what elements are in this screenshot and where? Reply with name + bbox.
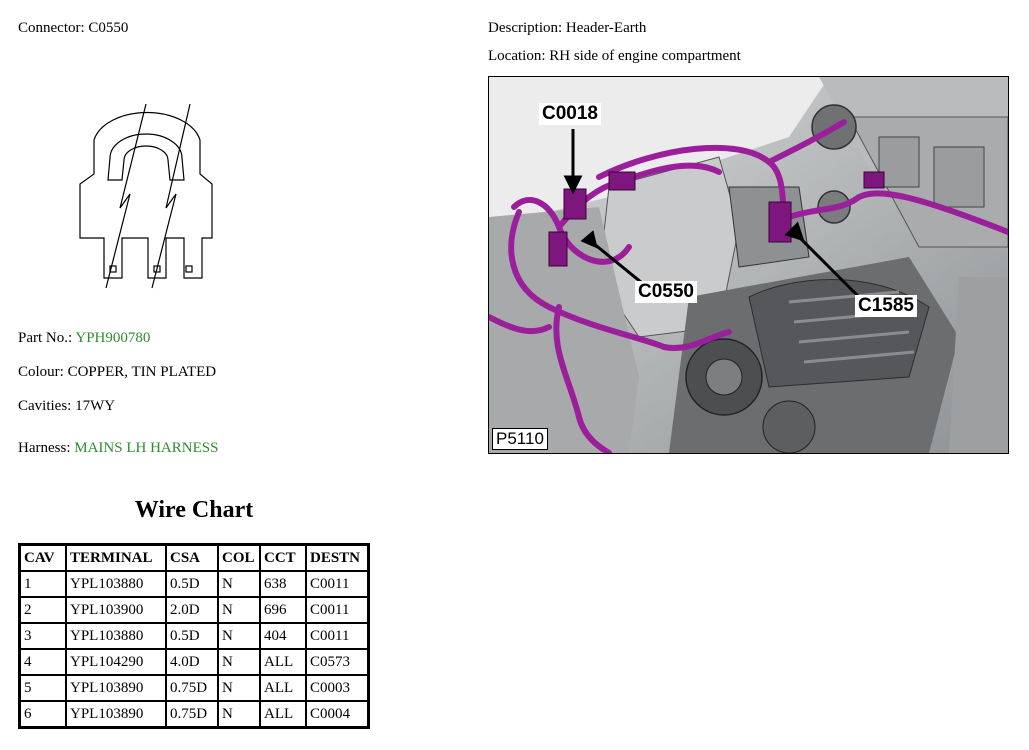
cell-cct: 404 bbox=[260, 623, 306, 649]
cell-col: N bbox=[218, 649, 260, 675]
description-label: Description: bbox=[488, 20, 563, 36]
harness-line bbox=[18, 440, 218, 457]
description-line bbox=[488, 20, 646, 37]
cell-terminal: YPL104290 bbox=[66, 649, 166, 675]
cell-col: N bbox=[218, 597, 260, 623]
cell-terminal: YPL103890 bbox=[66, 701, 166, 728]
cell-cav: 1 bbox=[20, 571, 67, 597]
colour-value: COPPER, TIN PLATED bbox=[67, 364, 217, 380]
cell-destn: C0573 bbox=[306, 649, 369, 675]
cell-terminal: YPL103880 bbox=[66, 571, 166, 597]
cell-cct: ALL bbox=[260, 649, 306, 675]
connector-line bbox=[18, 20, 128, 37]
part-number-line bbox=[18, 330, 150, 347]
table-header-row bbox=[20, 545, 369, 572]
cell-destn: C0011 bbox=[306, 571, 369, 597]
cell-destn: C0004 bbox=[306, 701, 369, 728]
cell-destn: C0011 bbox=[306, 623, 369, 649]
connector-label: Connector: bbox=[18, 20, 85, 36]
table-row bbox=[20, 571, 369, 597]
cell-cav: 4 bbox=[20, 649, 67, 675]
cell-destn: C0011 bbox=[306, 597, 369, 623]
header-csa: CSA bbox=[166, 545, 218, 572]
cavities-label: Cavities: bbox=[18, 398, 72, 414]
cell-csa: 2.0D bbox=[166, 597, 218, 623]
cell-csa: 0.75D bbox=[166, 701, 218, 728]
terminal-pin-diagram bbox=[72, 96, 222, 296]
cell-csa: 0.5D bbox=[166, 571, 218, 597]
cell-col: N bbox=[218, 701, 260, 728]
cell-cct: 696 bbox=[260, 597, 306, 623]
cavities-line bbox=[18, 398, 115, 415]
harness-link[interactable]: MAINS LH HARNESS bbox=[74, 440, 219, 456]
table-row bbox=[20, 675, 369, 701]
wire-chart-title: Wire Chart bbox=[134, 497, 254, 523]
table-row bbox=[20, 623, 369, 649]
colour-line bbox=[18, 364, 216, 381]
header-cav: CAV bbox=[20, 545, 67, 572]
location-value: RH side of engine compartment bbox=[549, 48, 741, 64]
header-col: COL bbox=[218, 545, 260, 572]
header-cct: CCT bbox=[260, 545, 306, 572]
cell-cav: 2 bbox=[20, 597, 67, 623]
header-destn: DESTN bbox=[306, 545, 369, 572]
cell-col: N bbox=[218, 675, 260, 701]
connector-value: C0550 bbox=[88, 20, 129, 36]
part-number-link[interactable]: YPH900780 bbox=[75, 330, 151, 346]
cell-col: N bbox=[218, 623, 260, 649]
location-label: Location: bbox=[488, 48, 546, 64]
callout-c0018: C0018 bbox=[539, 103, 601, 125]
figure-reference-label: P5110 bbox=[492, 428, 548, 450]
colour-label: Colour: bbox=[18, 364, 64, 380]
cell-cct: 638 bbox=[260, 571, 306, 597]
description-value: Header-Earth bbox=[565, 20, 647, 36]
location-line bbox=[488, 48, 741, 65]
table-row bbox=[20, 701, 369, 728]
cavities-value: 17WY bbox=[75, 398, 116, 414]
part-number-label: Part No.: bbox=[18, 330, 73, 346]
cell-destn: C0003 bbox=[306, 675, 369, 701]
cell-terminal: YPL103890 bbox=[66, 675, 166, 701]
cell-terminal: YPL103900 bbox=[66, 597, 166, 623]
cell-cav: 3 bbox=[20, 623, 67, 649]
cell-cav: 6 bbox=[20, 701, 67, 728]
callout-c0550: C0550 bbox=[635, 281, 697, 303]
harness-label: Harness: bbox=[18, 440, 71, 456]
header-terminal: TERMINAL bbox=[66, 545, 166, 572]
cell-col: N bbox=[218, 571, 260, 597]
cell-csa: 4.0D bbox=[166, 649, 218, 675]
cell-terminal: YPL103880 bbox=[66, 623, 166, 649]
cell-csa: 0.5D bbox=[166, 623, 218, 649]
cell-cct: ALL bbox=[260, 675, 306, 701]
callout-c1585: C1585 bbox=[855, 295, 917, 317]
engine-compartment-photo bbox=[488, 76, 1009, 454]
cell-cav: 5 bbox=[20, 675, 67, 701]
cell-cct: ALL bbox=[260, 701, 306, 728]
wire-chart-table bbox=[18, 543, 370, 729]
engine-compartment-illustration bbox=[489, 77, 1008, 453]
table-row bbox=[20, 649, 369, 675]
cell-csa: 0.75D bbox=[166, 675, 218, 701]
table-row bbox=[20, 597, 369, 623]
